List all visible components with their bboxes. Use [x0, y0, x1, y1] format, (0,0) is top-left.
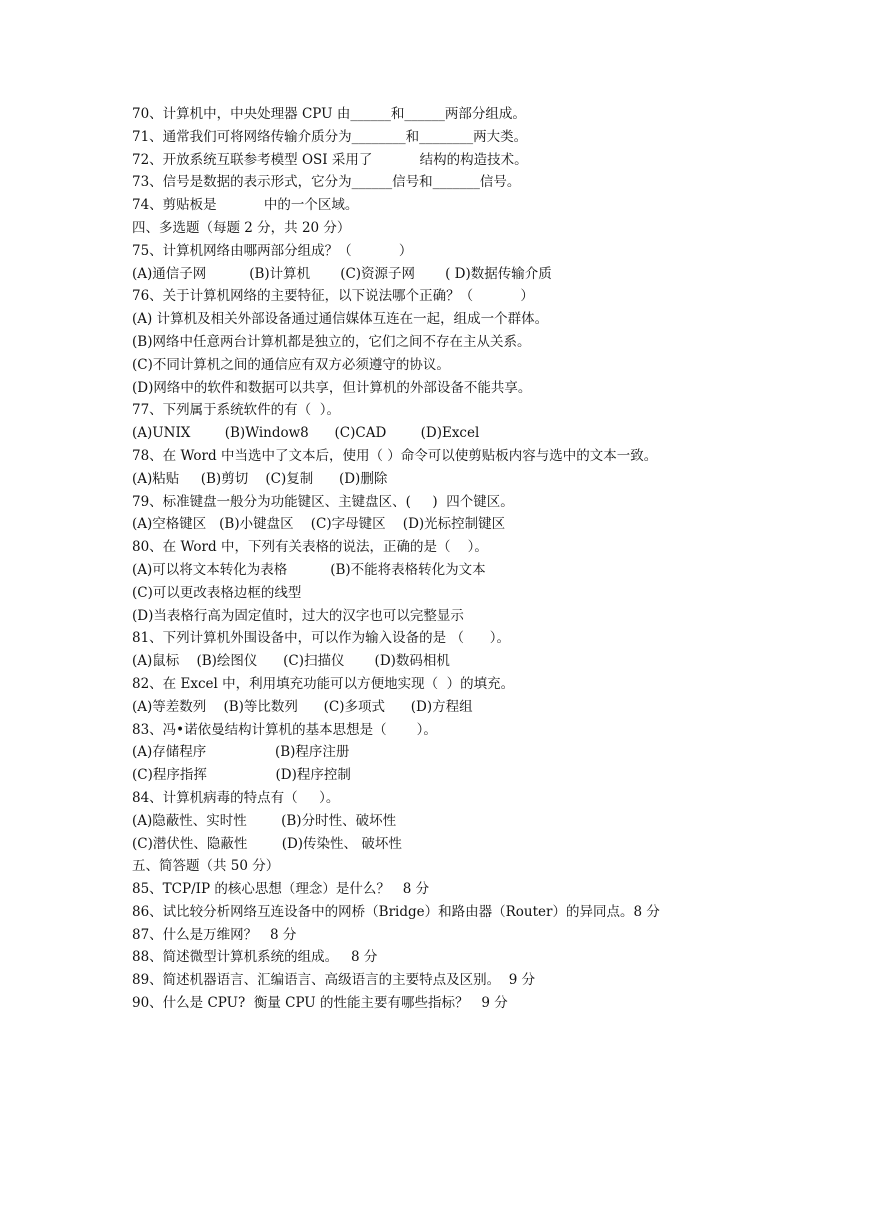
question-83: 83、冯•诺依曼结构计算机的基本思想是（ ）。 — [132, 721, 437, 738]
question-86: 86、试比较分析网络互连设备中的网桥（Bridge）和路由器（Router）的异同点。8 分 — [132, 903, 660, 920]
question-76-option-d: (D)网络中的软件和数据可以共享，但计算机的外部设备不能共享。 — [132, 379, 532, 396]
question-76-option-c: (C)不同计算机之间的通信应有双方必须遵守的协议。 — [132, 356, 450, 373]
question-85: 85、TCP/IP 的核心思想（理念）是什么？ 8 分 — [132, 881, 430, 898]
question-74: 74、剪贴板是 中的一个区域。 — [132, 197, 359, 214]
question-80-option-d: (D)当表格行高为固定值时，过大的汉字也可以完整显示 — [132, 607, 464, 624]
question-87: 87、什么是万维网？ 8 分 — [132, 926, 297, 943]
question-75-options: (A)通信子网 (B)计算机 (C)资源子网 ( D)数据传输介质 — [132, 265, 552, 282]
question-78-options: (A)粘贴 (B)剪切 (C)复制 (D)删除 — [132, 470, 388, 487]
section-5-heading: 五、简答题（共 50 分） — [132, 858, 280, 875]
question-80-option-c: (C)可以更改表格边框的线型 — [132, 584, 302, 601]
question-79-options: (A)空格键区 (B)小键盘区 (C)字母键区 (D)光标控制键区 — [132, 516, 506, 533]
question-84-options-ab: (A)隐蔽性、实时性 (B)分时性、破坏性 — [132, 812, 397, 829]
question-80: 80、在 Word 中，下列有关表格的说法，正确的是（ ）。 — [132, 539, 488, 556]
question-list — [132, 103, 832, 1015]
question-71: 71、通常我们可将网络传输介质分为________和________两大类。 — [132, 128, 528, 145]
question-72: 72、开放系统互联参考模型 OSI 采用了 结构的构造技术。 — [132, 151, 528, 168]
question-77-options: (A)UNIX (B)Window8 (C)CAD (D)Excel — [132, 425, 480, 442]
question-88: 88、简述微型计算机系统的组成。 8 分 — [132, 949, 378, 966]
question-82: 82、在 Excel 中，利用填充功能可以方便地实现（ ）的填充。 — [132, 675, 515, 692]
question-90: 90、什么是 CPU? 衡量 CPU 的性能主要有哪些指标？ 9 分 — [132, 995, 508, 1012]
question-83-options-cd: (C)程序指挥 (D)程序控制 — [132, 767, 351, 784]
question-83-options-ab: (A)存储程序 (B)程序注册 — [132, 744, 350, 761]
question-80-options-ab: (A)可以将文本转化为表格 (B)不能将表格转化为文本 — [132, 561, 486, 578]
question-76: 76、关于计算机网络的主要特征，以下说法哪个正确？（ ） — [132, 288, 534, 305]
question-82-options: (A)等差数列 (B)等比数列 (C)多项式 (D)方程组 — [132, 698, 473, 715]
question-89: 89、简述机器语言、汇编语言、高级语言的主要特点及区别。 9 分 — [132, 972, 536, 989]
question-77: 77、下列属于系统软件的有（ ）。 — [132, 402, 341, 419]
question-84-options-cd: (C)潜伏性、隐蔽性 (D)传染性、 破坏性 — [132, 835, 402, 852]
question-81-options: (A)鼠标 (B)绘图仪 (C)扫描仪 (D)数码相机 — [132, 653, 450, 670]
question-78: 78、在 Word 中当选中了文本后，使用（ ）命令可以使剪贴板内容与选中的文本一致。 — [132, 447, 658, 464]
question-76-option-a: (A) 计算机及相关外部设备通过通信媒体互连在一起，组成一个群体。 — [132, 311, 549, 328]
question-76-option-b: (B)网络中任意两台计算机都是独立的，它们之间不存在主从关系。 — [132, 333, 531, 350]
question-70: 70、计算机中，中央处理器 CPU 由______和______两部分组成。 — [132, 106, 526, 122]
question-73: 73、信号是数据的表示形式，它分为______信号和_______信号。 — [132, 174, 521, 191]
section-4-heading: 四、多选题（每题 2 分，共 20 分） — [132, 219, 351, 236]
question-81: 81、下列计算机外围设备中，可以作为输入设备的是 （ ）。 — [132, 630, 510, 647]
question-79: 79、标准键盘一般分为功能键区、主键盘区、( ) 四个键区。 — [132, 493, 514, 510]
question-84: 84、计算机病毒的特点有（ ）。 — [132, 789, 340, 806]
question-75: 75、计算机网络由哪两部分组成？（ ） — [132, 242, 413, 259]
